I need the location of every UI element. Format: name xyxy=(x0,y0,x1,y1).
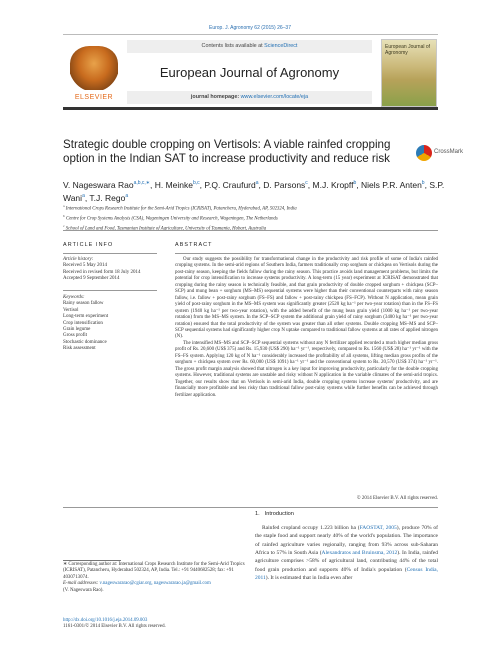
abstract-paragraph: Our study suggests the possibility for transformational change in the productivity and risk profile of some of India's rainfed cropping systems. In the semi-arid regions of Southern India, farmers traditionally crop sorghum or chickpea on Vertisols during the post-rainy season, keeping the fields fallow during the rainy season. This practice avoids land management problems, but limits the potential for crop intensification to increase systems productivity. A long-term (15 year) experiment at ICRISAT demonstrated that cropping during the rainy season is technically feasible, and that grain productivity of double cropped sorghum + chickpea (SCP–SCP) and mung bean + sorghum (MS–MS) sequential systems were higher than their conventional counterparts with rainy season fallow, i.e. fallow + post-rainy sorghum (FS–FS) and fallow + post-rainy chickpea (FS–FCP). Without N application, mean grain yield of post-rainy sorghum in the MS–MS system was significantly greater (2520 kg ha⁻¹ per two-year rotation) than in the FS–FS system (1940 kg ha⁻¹ per two-year rotation), with the added benefit of the mung bean grain yield (1000 kg ha⁻¹ per two-year rotation) from the MS–MS system. In the SCP–SCP system the additional grain yield of rainy sorghum (3400 kg ha⁻¹ per two-year rotation) ensured that the total productivity of the system was greater than all other systems. Double cropping MS–MS and SCP–SCP sequential systems had significantly higher crop N uptake compared to traditional fallow systems at all rates of applied nitrogen (N). xyxy=(175,257,438,340)
keywords xyxy=(63,295,157,353)
affiliation-item xyxy=(63,203,463,213)
author-name[interactable]: S.P. Wani xyxy=(63,179,445,203)
homepage-link[interactable]: www.elsevier.com/locate/eja xyxy=(240,94,309,100)
divider xyxy=(63,507,438,508)
author-name[interactable]: P.Q. Craufurd xyxy=(204,179,256,190)
author-list: V. Nageswara Rao$^{a,b,c,∗}$, H. Meinke$^{b,c}$, P.Q. Craufurd$^a$, D. Parsons$^c$, M.J. Kropff$^b$, Niels P.R. Anten$^b$, S.P. Wani$^a$, T.J. Rego$^a$ xyxy=(63,179,445,203)
author-name[interactable]: H. Meinke xyxy=(154,179,193,190)
journal-header xyxy=(63,34,438,110)
keyword-item: Risk assessment xyxy=(63,346,96,352)
author-name[interactable]: M.J. Kropff xyxy=(312,179,354,190)
journal-title[interactable]: European Journal of Agronomy xyxy=(159,65,340,80)
author-affiliation-mark[interactable]: b xyxy=(353,180,357,186)
introduction-paragraph xyxy=(255,524,438,582)
author-name[interactable]: T.J. Rego xyxy=(89,192,126,203)
affiliation-mark: c xyxy=(63,224,65,229)
divider xyxy=(175,253,438,254)
author-name[interactable]: V. Nageswara Rao xyxy=(63,179,134,190)
corresponding-author-note: ∗ Corresponding author at: International Crops Research Institute for the Semi-Arid Tropics (ICRISAT), Patancheru, Hyderabad 502324, AP, India. Tel.: +91 9440682528; fax: +91 4030713074. xyxy=(63,562,245,580)
journal-citation[interactable]: Europ. J. Agronomy 62 (2015) 26–37 xyxy=(209,25,291,31)
keyword-item: Long-term experiment xyxy=(63,314,109,320)
elsevier-tree-icon xyxy=(70,46,118,90)
doi-link[interactable]: http://dx.doi.org/10.1016/j.eja.2014.09.003 xyxy=(63,618,148,623)
article-title: Strategic double cropping on Vertisols: A viable rainfed cropping option in the Indian SAT to increase productivity and reduce risk xyxy=(63,138,391,165)
author-affiliation-mark[interactable]: b xyxy=(421,180,425,186)
intro-text: ). It is estimated that in India even after xyxy=(265,575,353,582)
elsevier-wordmark: ELSEVIER xyxy=(74,94,114,101)
keyword-item: Vertisol xyxy=(63,307,79,313)
history-received: Received 5 May 2014 xyxy=(63,263,108,269)
keyword-item: Gross profit xyxy=(63,333,88,339)
divider xyxy=(63,230,438,231)
abstract-body xyxy=(175,257,438,399)
history-label: Article history: xyxy=(63,257,94,262)
author-affiliation-mark[interactable]: b,c xyxy=(192,180,200,186)
divider xyxy=(63,290,157,291)
intro-text: Rainfed cropland occupy 1.223 billion ha ( xyxy=(262,525,360,531)
affiliation-mark: b xyxy=(63,214,65,219)
email-links[interactable]: v.nageswararao@cgiar.org, nageswararao.ja@gmail.com xyxy=(99,581,211,587)
citation-link[interactable]: FAOSTAT, 2005 xyxy=(359,525,397,531)
issn-line: 1161-0301/© 2014 Elsevier B.V. All rights reserved. xyxy=(63,624,166,630)
abstract-paragraph: The intensified MS–MS and SCP–SCP sequential systems without any N fertilizer applied recorded a much higher median gross profit of Rs. 20,600 (US$ 375) and Rs. 15,930 (US$ 290) ha⁻¹ yr⁻¹, respectively, compared to Rs. 1560 (US$ 28) ha⁻¹ yr⁻¹ with the FS–FS system. Applying 120 kg of N ha⁻¹ considerably increased the profitability of all systems, lifting median gross profits of the sorghum + chickpea system over Rs. 60,000 (US$ 1091) ha⁻¹ yr⁻¹ and the conventional system to Rs. 20,570 (US$ 374) ha⁻¹ yr⁻¹. The gross profit margin analysis showed that nitrogen is a key input for improving productivity, particularly for the double cropping systems. However, traditional systems are unstable and risky without N application in the variable climates of the semi-arid tropics. Together, our results show that on Vertisols in semi-arid India, double cropping systems increase systems' productivity, and are financially more profitable and less risky than traditional fallow post-rainy systems while further benefits can be achieved through fertilizer application. xyxy=(175,340,438,398)
author-affiliation-mark[interactable]: a xyxy=(255,180,259,186)
keyword-item: Stochastic dominance xyxy=(63,339,107,345)
citation-link[interactable]: Alexandratos and Bruinsma, 2012 xyxy=(321,550,398,557)
affiliation-text: School of Land and Food, Tasmanian Institute of Agriculture, University of Tasmania, Hobart, Australia xyxy=(65,226,267,232)
section-number: 1. xyxy=(255,511,260,517)
article-info-heading: ARTICLE INFO xyxy=(63,242,114,248)
intro-text: ). In India, rainfed agriculture comprises >58% of agricultural land, contributing 44% of the total food grain production and supports 40% of India's population ( xyxy=(255,550,438,573)
keyword-item: Crop intensification xyxy=(63,320,103,326)
footnotes xyxy=(63,562,248,594)
affiliation-item xyxy=(63,223,463,233)
keyword-item: Grain legume xyxy=(63,327,91,333)
affiliation-text: International Crops Research Institute for the Semi-Arid Tropics (ICRISAT), Patancheru, Hyderabad, AP, 502324, India xyxy=(65,206,297,212)
doi-block xyxy=(63,618,248,631)
homepage-band xyxy=(127,91,372,104)
keyword-list xyxy=(63,301,157,352)
crossmark-icon xyxy=(416,145,432,161)
affiliation-text: Centre for Crop Systems Analysis (CSA), Wageningen University and Research, Wageningen, The Netherlands xyxy=(65,216,278,222)
affiliation-mark: a xyxy=(63,204,65,208)
cover-title: European Journal of Agronomy xyxy=(385,44,431,56)
email-owner: (V. Nageswara Rao). xyxy=(63,587,104,593)
sciencedirect-link[interactable]: ScienceDirect xyxy=(264,43,298,49)
copyright-notice: © 2014 Elsevier B.V. All rights reserved. xyxy=(356,496,438,501)
author-affiliation-mark[interactable]: a xyxy=(82,192,85,199)
history-accepted: Accepted 9 September 2014 xyxy=(63,276,120,282)
contents-prefix: Contents lists available at xyxy=(201,43,265,49)
keyword-item: Rainy season fallow xyxy=(63,301,104,307)
section-title: Introduction xyxy=(264,511,294,517)
journal-cover-thumbnail[interactable] xyxy=(381,39,437,107)
introduction-body xyxy=(255,524,438,582)
affiliation-list xyxy=(63,203,463,234)
citation-link[interactable]: Census India, 2011 xyxy=(255,566,438,582)
author-name[interactable]: Niels P.R. Anten xyxy=(361,179,422,190)
footnote-divider xyxy=(63,560,121,561)
author-affiliation-mark[interactable]: a,b,c,∗ xyxy=(133,180,150,186)
author-name[interactable]: D. Parsons xyxy=(263,179,306,190)
section-heading-introduction xyxy=(255,511,294,517)
keywords-label: Keywords: xyxy=(63,295,85,300)
contents-band xyxy=(127,40,372,53)
crossmark-label: CrossMark xyxy=(434,149,464,155)
article-history xyxy=(63,257,157,283)
intro-text: ), produce 70% of the staple food and support nearly 40% of the world's population. The importance of rainfed agriculture varies regionally, ranging from 93% across sub-Saharan Africa to 57% in South Asia ( xyxy=(255,525,439,557)
elsevier-logo xyxy=(64,40,124,105)
abstract-heading: ABSTRACT xyxy=(175,242,213,248)
affiliation-item xyxy=(63,213,463,223)
author-affiliation-mark[interactable]: a xyxy=(125,192,129,199)
crossmark-badge[interactable] xyxy=(416,143,464,163)
author-affiliation-mark[interactable]: c xyxy=(305,180,308,186)
divider xyxy=(63,253,157,254)
homepage-label: journal homepage: xyxy=(190,94,240,100)
history-revised: Received in revised form 18 July 2014 xyxy=(63,269,141,275)
email-label: E-mail addresses: xyxy=(63,581,99,587)
